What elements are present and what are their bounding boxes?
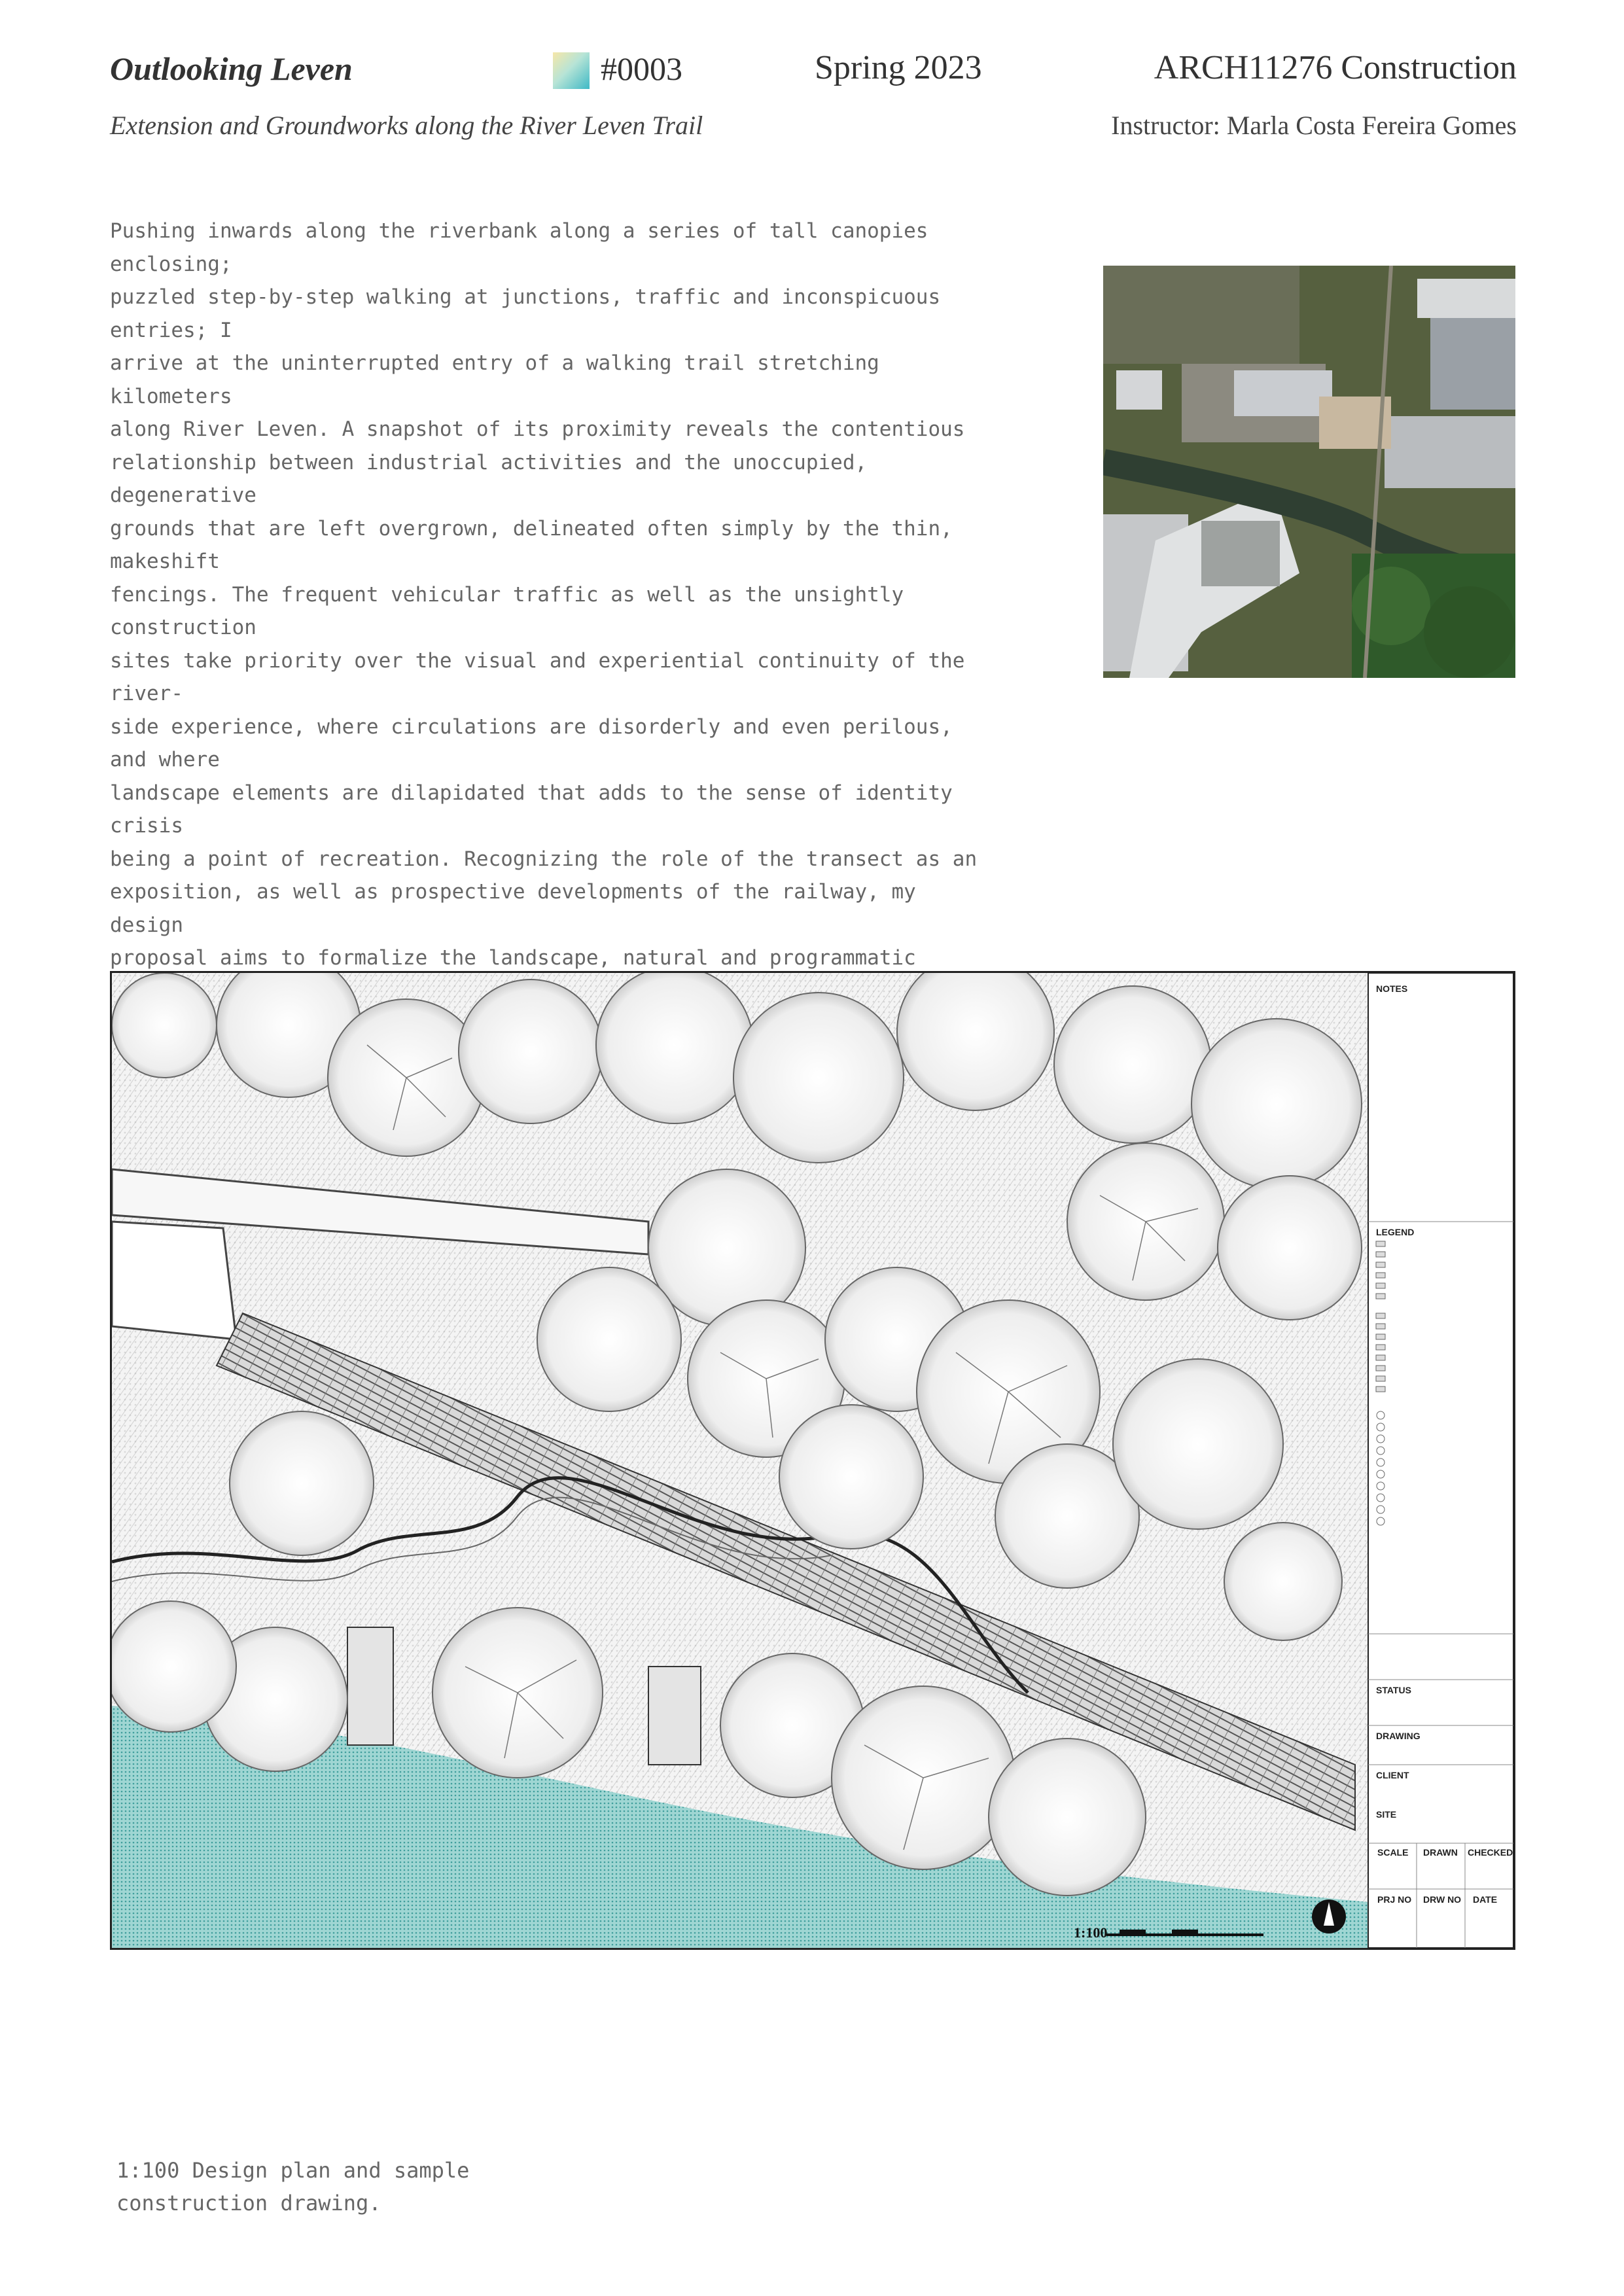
checked-heading: CHECKED bbox=[1468, 1847, 1513, 1858]
project-subtitle: Extension and Groundworks along the River Leven Trail bbox=[110, 111, 703, 140]
instructor: Instructor: Marla Costa Fereira Gomes bbox=[1111, 111, 1517, 140]
course-code: ARCH11276 Construction bbox=[1154, 49, 1517, 86]
status-heading: STATUS bbox=[1376, 1685, 1411, 1695]
aerial-site-photo bbox=[1103, 266, 1515, 678]
project-number-heading: PRJ NO bbox=[1377, 1894, 1412, 1905]
plan-scale-label: 1:100 bbox=[1074, 1924, 1108, 1941]
notes-heading: NOTES bbox=[1376, 983, 1408, 994]
drawing-heading: DRAWING bbox=[1376, 1731, 1421, 1741]
legend-heading: LEGEND bbox=[1376, 1227, 1415, 1237]
aerial-photo-graphic bbox=[1103, 266, 1515, 678]
project-number: #0003 bbox=[601, 50, 682, 87]
project-title: Outlooking Leven bbox=[110, 50, 353, 87]
site-plan-drawing bbox=[110, 971, 1515, 1950]
drawn-heading: DRAWN bbox=[1423, 1847, 1458, 1858]
term: Spring 2023 bbox=[815, 49, 982, 86]
figure-caption: 1:100 Design plan and sample construction drawing. bbox=[116, 2158, 470, 2216]
project-color-swatch-icon bbox=[553, 52, 590, 89]
drawing-number-heading: DRW NO bbox=[1423, 1894, 1462, 1905]
description-paragraph: Pushing inwards along the riverbank along a series of tall canopies enclosing; puzzled step-by-step walking at junctions, traffic and inconspicuous entries; I arrive at the uninterrupted entry of a walking trail stretching kilometers along River Leven. A snapshot of its proximity reveals the contentious relationship between industrial activities and the unoccupied, degenerative grounds that are left overgrown, delineated often simply by the thin, makeshift fencings. The frequent vehicular traffic as well as the unsightly construction sites take priority over the visual and experiential continuity of the river- side experience, where circulations are disorderly and even perilous, and where landscape elements are dilapidated that adds to the sense of identity crisis being a point of recreation. Recognizing the role of the transect as an exposition, as well as prospective developments of the railway, my design proposal aims to formalize the landscape, natural and programmatic bbox=[110, 219, 978, 970]
site-plan-graphic bbox=[112, 973, 1513, 1948]
date-heading: DATE bbox=[1473, 1894, 1498, 1905]
scale-heading: SCALE bbox=[1377, 1847, 1409, 1858]
site-heading: SITE bbox=[1376, 1809, 1397, 1820]
client-heading: CLIENT bbox=[1376, 1770, 1409, 1780]
